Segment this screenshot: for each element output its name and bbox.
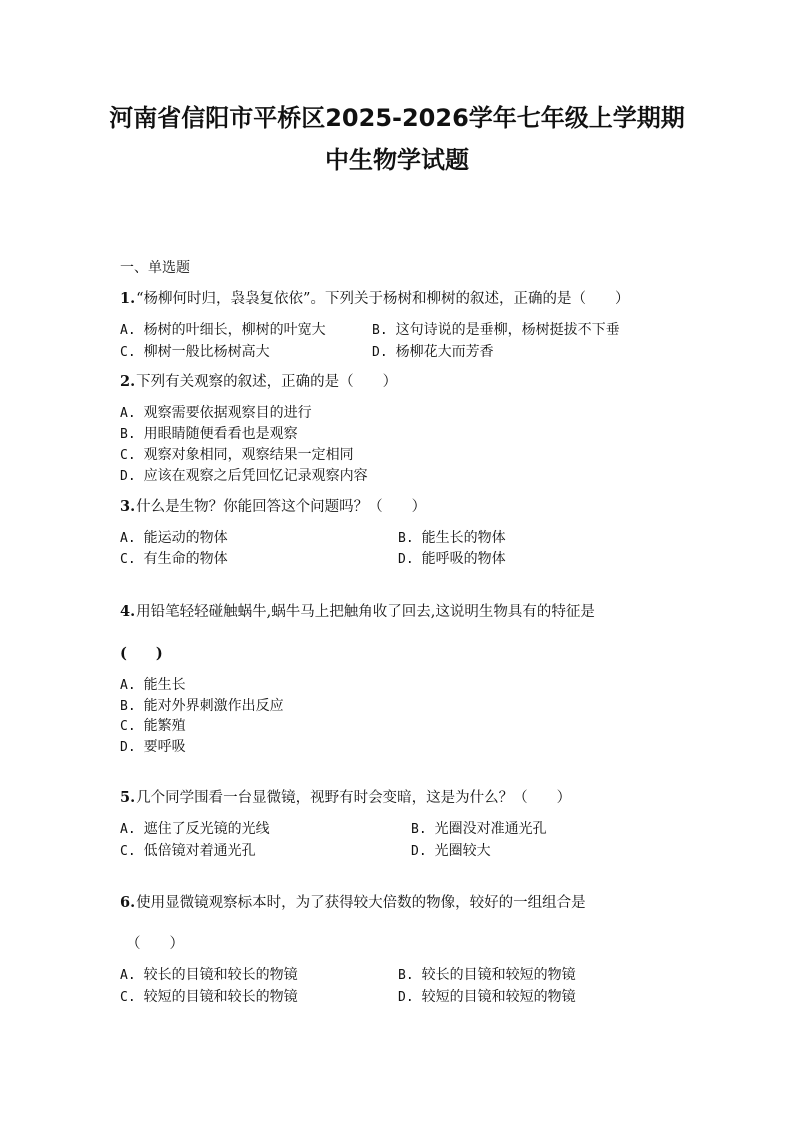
question-4-answer-blank: ( ) bbox=[120, 645, 163, 662]
option-letter: D. bbox=[398, 990, 414, 1005]
question-5-option-b[interactable] bbox=[411, 819, 547, 840]
option-letter: C. bbox=[120, 990, 136, 1005]
question-4-option-a[interactable] bbox=[120, 675, 186, 696]
option-text: 光圈没对准通光孔 bbox=[434, 821, 547, 837]
question-2-option-d[interactable] bbox=[120, 466, 368, 487]
question-6-stem bbox=[120, 893, 586, 913]
question-4-option-b[interactable] bbox=[120, 696, 284, 717]
option-text: 观察对象相同，观察结果一定相同 bbox=[143, 447, 354, 463]
option-letter: B. bbox=[398, 968, 414, 983]
question-1-option-d[interactable] bbox=[372, 342, 494, 363]
question-5-option-a[interactable] bbox=[120, 819, 270, 840]
question-5-stem bbox=[120, 788, 571, 808]
option-text: 观察需要依据观察目的进行 bbox=[143, 405, 312, 421]
question-1-stem bbox=[120, 289, 629, 309]
question-2-option-b[interactable] bbox=[120, 424, 298, 445]
option-letter: D. bbox=[398, 552, 414, 567]
question-number: 2. bbox=[120, 373, 136, 390]
question-number: 5. bbox=[120, 789, 136, 806]
question-text: 下列有关观察的叙述，正确的是（ ） bbox=[136, 374, 398, 390]
question-4-option-c[interactable] bbox=[120, 716, 186, 737]
question-text: “杨柳何时归，袅袅复依依”。下列关于杨树和柳树的叙述，正确的是（ ） bbox=[136, 291, 630, 307]
question-6-option-b[interactable] bbox=[398, 965, 576, 986]
question-4-option-d[interactable] bbox=[120, 737, 186, 758]
question-number: 3. bbox=[120, 498, 136, 515]
option-letter: A. bbox=[120, 968, 136, 983]
option-text: 较长的目镜和较短的物镜 bbox=[421, 967, 576, 983]
option-text: 较短的目镜和较长的物镜 bbox=[143, 989, 298, 1005]
option-text: 这句诗说的是垂柳，杨树挺拔不下垂 bbox=[395, 322, 620, 338]
option-letter: B. bbox=[372, 323, 388, 338]
question-3-option-a[interactable] bbox=[120, 528, 228, 549]
option-text: 低倍镜对着通光孔 bbox=[143, 843, 256, 859]
option-letter: A. bbox=[120, 678, 136, 693]
option-text: 能对外界刺激作出反应 bbox=[143, 698, 284, 714]
question-1-option-b[interactable] bbox=[372, 320, 620, 341]
option-letter: C. bbox=[120, 448, 136, 463]
option-text: 用眼睛随便看看也是观察 bbox=[143, 426, 298, 442]
question-3-stem bbox=[120, 497, 426, 517]
option-letter: A. bbox=[120, 323, 136, 338]
option-letter: D. bbox=[372, 345, 388, 360]
option-letter: A. bbox=[120, 822, 136, 837]
option-text: 能呼吸的物体 bbox=[421, 551, 506, 567]
question-text: 几个同学围看一台显微镜，视野有时会变暗，这是为什么？（ ） bbox=[136, 790, 572, 806]
option-letter: A. bbox=[120, 406, 136, 421]
question-3-option-d[interactable] bbox=[398, 549, 506, 570]
option-letter: B. bbox=[411, 822, 427, 837]
option-letter: B. bbox=[120, 699, 136, 714]
option-letter: D. bbox=[411, 844, 427, 859]
question-6-option-a[interactable] bbox=[120, 965, 298, 986]
option-text: 柳树一般比杨树高大 bbox=[143, 344, 270, 360]
question-1-option-c[interactable] bbox=[120, 342, 270, 363]
option-letter: C. bbox=[120, 552, 136, 567]
option-text: 杨柳花大而芳香 bbox=[395, 344, 494, 360]
option-text: 光圈较大 bbox=[434, 843, 491, 859]
option-text: 能繁殖 bbox=[143, 718, 186, 734]
question-6-option-d[interactable] bbox=[398, 987, 576, 1008]
option-text: 应该在观察之后凭回忆记录观察内容 bbox=[143, 468, 368, 484]
question-6-option-c[interactable] bbox=[120, 987, 298, 1008]
option-letter: C. bbox=[120, 719, 136, 734]
question-2-option-a[interactable] bbox=[120, 403, 312, 424]
question-5-option-c[interactable] bbox=[120, 841, 256, 862]
option-text: 能运动的物体 bbox=[143, 530, 228, 546]
option-letter: D. bbox=[120, 740, 136, 755]
question-4-stem bbox=[120, 602, 595, 622]
option-letter: C. bbox=[120, 844, 136, 859]
question-1-option-a[interactable] bbox=[120, 320, 326, 341]
option-text: 要呼吸 bbox=[143, 739, 186, 755]
question-text: 用铅笔轻轻碰触蜗牛,蜗牛马上把触角收了回去,这说明生物具有的特征是 bbox=[136, 604, 595, 620]
exam-title-line-1: 河南省信阳市平桥区2025-2026学年七年级上学期期 bbox=[109, 104, 685, 132]
option-text: 有生命的物体 bbox=[143, 551, 228, 567]
option-letter: B. bbox=[120, 427, 136, 442]
question-number: 6. bbox=[120, 894, 136, 911]
question-number: 4. bbox=[120, 603, 136, 620]
question-6-answer-blank: （ ） bbox=[126, 936, 184, 952]
option-text: 较长的目镜和较长的物镜 bbox=[143, 967, 298, 983]
option-text: 能生长 bbox=[143, 677, 186, 693]
option-letter: A. bbox=[120, 531, 136, 546]
question-3-option-b[interactable] bbox=[398, 528, 506, 549]
question-number: 1. bbox=[120, 290, 136, 307]
option-text: 遮住了反光镜的光线 bbox=[143, 821, 270, 837]
option-text: 杨树的叶细长，柳树的叶宽大 bbox=[143, 322, 326, 338]
option-letter: D. bbox=[120, 469, 136, 484]
question-3-option-c[interactable] bbox=[120, 549, 228, 570]
question-5-option-d[interactable] bbox=[411, 841, 491, 862]
option-text: 能生长的物体 bbox=[421, 530, 506, 546]
exam-title-line-2: 中生物学试题 bbox=[325, 146, 469, 174]
option-text: 较短的目镜和较短的物镜 bbox=[421, 989, 576, 1005]
question-2-option-c[interactable] bbox=[120, 445, 354, 466]
question-text: 什么是生物？你能回答这个问题吗？（ ） bbox=[136, 499, 427, 515]
section-heading: 一、单选题 bbox=[120, 260, 190, 276]
question-2-stem bbox=[120, 372, 397, 392]
question-text: 使用显微镜观察标本时，为了获得较大倍数的物像，较好的一组组合是 bbox=[136, 895, 586, 911]
option-letter: B. bbox=[398, 531, 414, 546]
option-letter: C. bbox=[120, 345, 136, 360]
